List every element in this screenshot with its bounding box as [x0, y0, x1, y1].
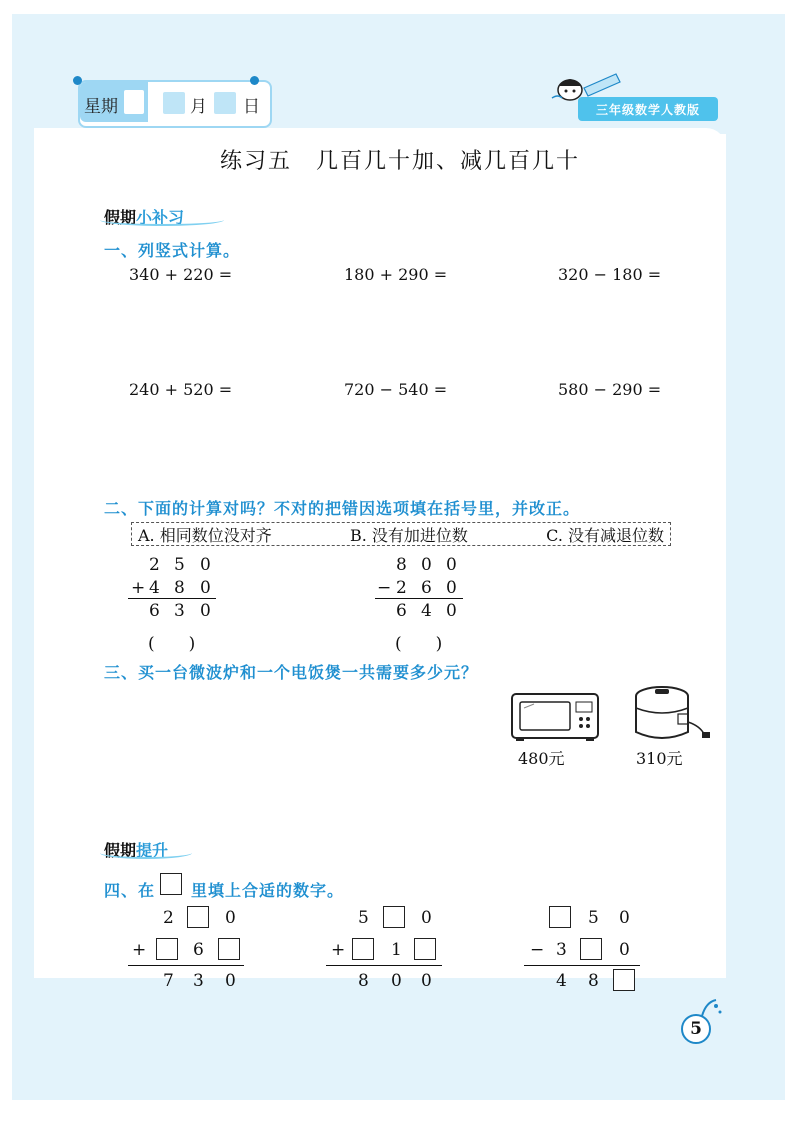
section-tag-prefix: 假期 — [104, 208, 137, 227]
grade-badge: 三年级数学人教版 — [578, 97, 718, 121]
blank-box[interactable] — [156, 938, 178, 960]
answer-parentheses-1[interactable]: ( ) — [148, 634, 196, 654]
digit: 0 — [200, 601, 211, 621]
digit: 0 — [446, 601, 457, 621]
digit: 6 — [421, 578, 432, 598]
digit: 0 — [391, 971, 402, 991]
digit: 0 — [446, 555, 457, 575]
sum-line — [128, 965, 244, 966]
option-a: A. 相同数位没对齐 — [138, 525, 272, 545]
month-label: 月 — [190, 97, 207, 117]
digit: 7 — [163, 971, 174, 991]
digit: 3 — [556, 940, 567, 960]
pin-icon — [250, 76, 259, 85]
digit: 2 — [149, 555, 160, 575]
page-frame-left — [12, 14, 34, 1100]
digit: 6 — [193, 940, 204, 960]
digit: 5 — [358, 908, 369, 928]
rice-cooker-icon — [628, 682, 718, 744]
section-tag-highlight: 小补习 — [136, 208, 185, 227]
digit: 2 — [163, 908, 174, 928]
expression-1: 340 + 220 = — [129, 265, 233, 284]
pin-icon — [73, 76, 82, 85]
page-number: 5 — [681, 1014, 711, 1044]
digit: 3 — [193, 971, 204, 991]
microwave-price: 480元 — [518, 749, 565, 768]
digit: 4 — [556, 971, 567, 991]
expression-5: 720 − 540 = — [344, 380, 448, 399]
question-4-title-after: 里填上合适的数字。 — [191, 881, 345, 900]
section-tag-underline — [100, 847, 192, 859]
sum-line — [326, 965, 442, 966]
page-frame-bottom — [12, 978, 785, 1100]
digit: 8 — [396, 555, 407, 575]
digit: 0 — [200, 578, 211, 598]
digit: 0 — [421, 555, 432, 575]
day-blank[interactable] — [214, 92, 236, 114]
section-tag-highlight: 提升 — [136, 841, 169, 860]
blank-box[interactable] — [383, 906, 405, 928]
digit: 2 — [396, 578, 407, 598]
difference-line — [375, 598, 463, 599]
blank-box[interactable] — [218, 938, 240, 960]
expression-4: 240 + 520 = — [129, 380, 233, 399]
blank-box[interactable] — [580, 938, 602, 960]
option-c: C. 没有减退位数 — [546, 525, 664, 545]
digit: 0 — [446, 578, 457, 598]
question-4-title-before: 四、在 — [104, 881, 156, 900]
digit: 5 — [174, 555, 185, 575]
digit: 0 — [619, 940, 630, 960]
answer-parentheses-2[interactable]: ( ) — [395, 634, 443, 654]
digit: 0 — [200, 555, 211, 575]
day-label: 日 — [243, 97, 260, 117]
sum-line — [128, 598, 216, 599]
plus-sign: + — [331, 940, 346, 960]
digit: 8 — [174, 578, 185, 598]
weekday-blank[interactable] — [124, 90, 144, 114]
sample-blank-box — [160, 873, 182, 895]
option-b: B. 没有加进位数 — [349, 525, 468, 545]
digit: 6 — [396, 601, 407, 621]
digit: 8 — [588, 971, 599, 991]
plus-sign: + — [132, 940, 147, 960]
blank-box[interactable] — [352, 938, 374, 960]
digit: 0 — [421, 908, 432, 928]
digit: 1 — [391, 940, 402, 960]
digit: 0 — [421, 971, 432, 991]
digit: 0 — [225, 908, 236, 928]
digit: 5 — [588, 908, 599, 928]
blank-box[interactable] — [187, 906, 209, 928]
digit: 3 — [174, 601, 185, 621]
question-3-title: 三、买一台微波炉和一个电饭煲一共需要多少元？ — [104, 663, 479, 682]
question-2-title: 二、下面的计算对吗？不对的把错因选项填在括号里，并改正。 — [104, 499, 581, 518]
blank-box[interactable] — [549, 906, 571, 928]
page-frame-right — [726, 14, 785, 1100]
expression-2: 180 + 290 = — [344, 265, 448, 284]
question-1-title: 一、列竖式计算。 — [104, 241, 241, 260]
rice-cooker-price: 310元 — [636, 749, 683, 768]
microwave-icon — [510, 690, 602, 742]
digit: 0 — [619, 908, 630, 928]
section-tag-underline — [100, 214, 224, 226]
difference-line — [524, 965, 640, 966]
blank-box[interactable] — [414, 938, 436, 960]
expression-3: 320 − 180 = — [558, 265, 662, 284]
section-tag-prefix: 假期 — [104, 841, 137, 860]
minus-sign: − — [377, 578, 392, 598]
blank-box[interactable] — [613, 969, 635, 991]
page-title: 练习五 几百几十加、减几百几十 — [219, 149, 580, 174]
digit: 4 — [149, 578, 160, 598]
weekday-label: 星期 — [84, 97, 118, 117]
plus-sign: + — [131, 578, 146, 598]
digit: 4 — [421, 601, 432, 621]
month-blank[interactable] — [163, 92, 185, 114]
digit: 8 — [358, 971, 369, 991]
digit: 6 — [149, 601, 160, 621]
error-options-box — [131, 522, 671, 546]
expression-6: 580 − 290 = — [558, 380, 662, 399]
digit: 0 — [225, 971, 236, 991]
minus-sign: − — [530, 940, 545, 960]
